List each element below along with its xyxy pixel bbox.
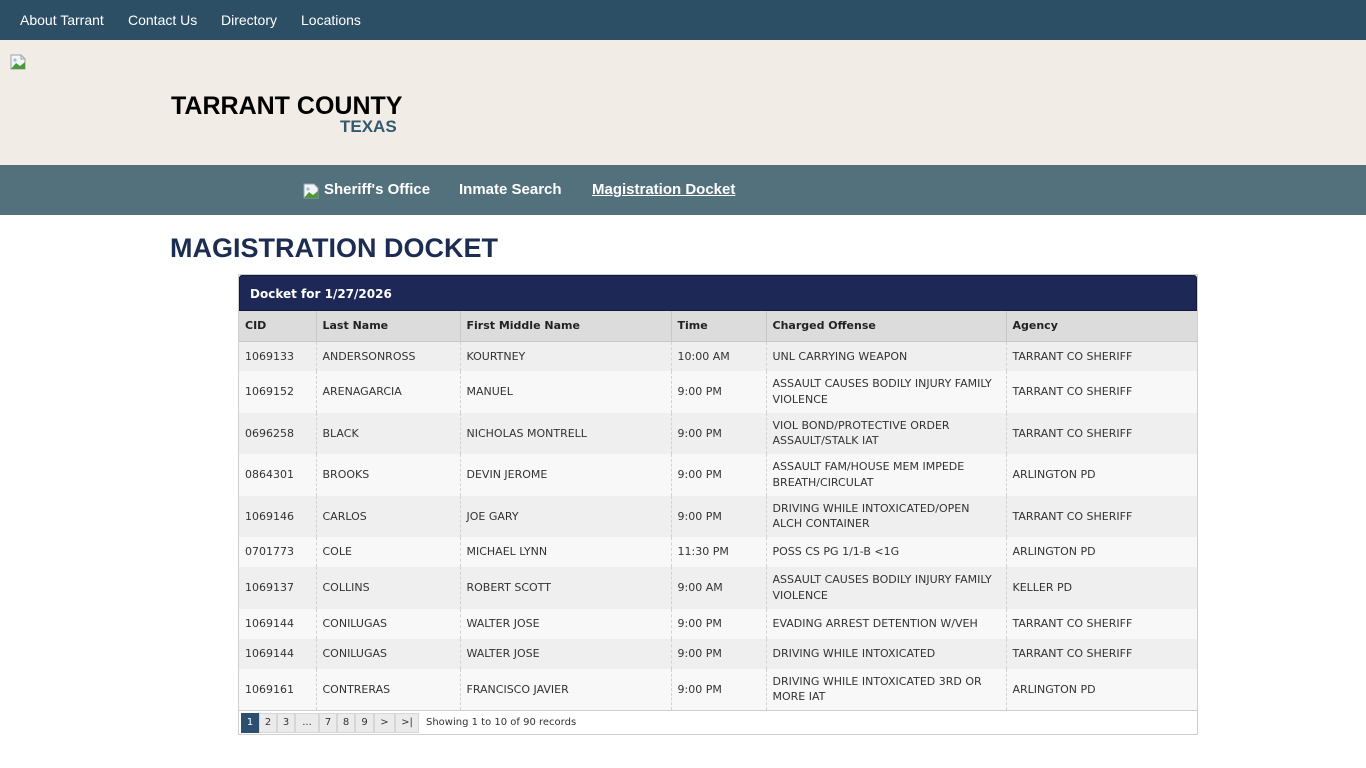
top-navigation — [0, 0, 1366, 40]
cell-cid: 1069146 — [239, 496, 316, 538]
cell-cid: 0696258 — [239, 413, 316, 455]
column-header-agency[interactable]: Agency — [1006, 311, 1197, 341]
cell-last-name: CARLOS — [316, 496, 460, 538]
cell-charged-offense: UNL CARRYING WEAPON — [766, 341, 1006, 371]
topnav-locations[interactable]: Locations — [301, 12, 361, 28]
cell-first-middle-name: ROBERT SCOTT — [460, 567, 671, 609]
table-row — [239, 454, 1197, 496]
cell-agency: TARRANT CO SHERIFF — [1006, 639, 1197, 669]
cell-first-middle-name: NICHOLAS MONTRELL — [460, 413, 671, 455]
page-button-8[interactable]: 8 — [337, 713, 355, 733]
cell-time: 9:00 PM — [671, 371, 766, 413]
broken-image-icon — [303, 183, 319, 199]
cell-first-middle-name: MANUEL — [460, 371, 671, 413]
page-button-7[interactable]: 7 — [319, 713, 337, 733]
topnav-about-tarrant[interactable]: About Tarrant — [20, 12, 104, 28]
cell-first-middle-name: WALTER JOSE — [460, 639, 671, 669]
cell-agency: TARRANT CO SHERIFF — [1006, 609, 1197, 639]
cell-agency: KELLER PD — [1006, 567, 1197, 609]
cell-last-name: CONILUGAS — [316, 609, 460, 639]
cell-charged-offense: ASSAULT CAUSES BODILY INJURY FAMILY VIOLENCE — [766, 567, 1006, 609]
topnav-directory[interactable]: Directory — [221, 12, 278, 28]
cell-time: 9:00 AM — [671, 567, 766, 609]
brand-subtitle: TEXAS — [340, 117, 397, 136]
topnav-contact-us[interactable]: Contact Us — [128, 12, 198, 28]
page-button-1[interactable]: 1 — [241, 713, 259, 733]
docket-table — [239, 311, 1197, 710]
cell-time: 9:00 PM — [671, 639, 766, 669]
table-row — [239, 496, 1197, 538]
column-header-cid[interactable]: CID — [239, 311, 316, 341]
cell-cid: 0701773 — [239, 537, 316, 567]
cell-charged-offense: EVADING ARREST DETENTION W/VEH — [766, 609, 1006, 639]
cell-charged-offense: ASSAULT CAUSES BODILY INJURY FAMILY VIOLENCE — [766, 371, 1006, 413]
cell-cid: 1069152 — [239, 371, 316, 413]
cell-time: 9:00 PM — [671, 413, 766, 455]
cell-charged-offense: DRIVING WHILE INTOXICATED — [766, 639, 1006, 669]
page-title: MAGISTRATION DOCKET — [170, 233, 498, 263]
cell-agency: ARLINGTON PD — [1006, 454, 1197, 496]
table-row — [239, 341, 1197, 371]
cell-last-name: BROOKS — [316, 454, 460, 496]
cell-last-name: BLACK — [316, 413, 460, 455]
cell-agency: TARRANT CO SHERIFF — [1006, 371, 1197, 413]
brand-title: TARRANT COUNTY — [171, 92, 403, 120]
cell-cid: 1069137 — [239, 567, 316, 609]
next-page-button[interactable]: > — [374, 713, 395, 733]
docket-date-header: Docket for 1/27/2026 — [239, 275, 1197, 311]
cell-cid: 0864301 — [239, 454, 316, 496]
cell-first-middle-name: KOURTNEY — [460, 341, 671, 371]
cell-agency: ARLINGTON PD — [1006, 669, 1197, 711]
column-header-first-middle-name[interactable]: First Middle Name — [460, 311, 671, 341]
cell-charged-offense: VIOL BOND/PROTECTIVE ORDER ASSAULT/STALK IAT — [766, 413, 1006, 455]
cell-last-name: CONILUGAS — [316, 639, 460, 669]
cell-last-name: ANDERSONROSS — [316, 341, 460, 371]
cell-first-middle-name: FRANCISCO JAVIER — [460, 669, 671, 711]
table-row — [239, 537, 1197, 567]
cell-last-name: ARENAGARCIA — [316, 371, 460, 413]
cell-agency: ARLINGTON PD — [1006, 537, 1197, 567]
cell-charged-offense: POSS CS PG 1/1-B <1G — [766, 537, 1006, 567]
table-header-row — [239, 311, 1197, 341]
cell-time: 9:00 PM — [671, 609, 766, 639]
page-button-3[interactable]: 3 — [277, 713, 295, 733]
cell-first-middle-name: MICHAEL LYNN — [460, 537, 671, 567]
table-row — [239, 371, 1197, 413]
cell-time: 9:00 PM — [671, 669, 766, 711]
column-header-time[interactable]: Time — [671, 311, 766, 341]
cell-last-name: CONTRERAS — [316, 669, 460, 711]
subnav-magistration-docket[interactable]: Magistration Docket — [592, 181, 736, 198]
cell-cid: 1069144 — [239, 609, 316, 639]
cell-first-middle-name: JOE GARY — [460, 496, 671, 538]
cell-last-name: COLLINS — [316, 567, 460, 609]
cell-agency: TARRANT CO SHERIFF — [1006, 413, 1197, 455]
last-page-button[interactable]: >| — [395, 713, 419, 733]
cell-last-name: COLE — [316, 537, 460, 567]
table-row — [239, 669, 1197, 711]
records-info: Showing 1 to 10 of 90 records — [426, 717, 577, 728]
page-button-9[interactable]: 9 — [355, 713, 374, 733]
cell-cid: 1069161 — [239, 669, 316, 711]
cell-cid: 1069133 — [239, 341, 316, 371]
subnav-inmate-search[interactable]: Inmate Search — [459, 181, 562, 198]
cell-time: 10:00 AM — [671, 341, 766, 371]
table-row — [239, 609, 1197, 639]
site-banner — [0, 40, 1366, 165]
cell-charged-offense: ASSAULT FAM/HOUSE MEM IMPEDE BREATH/CIRCULAT — [766, 454, 1006, 496]
column-header-charged-offense[interactable]: Charged Offense — [766, 311, 1006, 341]
cell-first-middle-name: DEVIN JEROME — [460, 454, 671, 496]
cell-cid: 1069144 — [239, 639, 316, 669]
cell-charged-offense: DRIVING WHILE INTOXICATED/OPEN ALCH CONTAINER — [766, 496, 1006, 538]
page-button-2[interactable]: 2 — [259, 713, 277, 733]
cell-time: 9:00 PM — [671, 496, 766, 538]
table-row — [239, 639, 1197, 669]
docket-panel — [238, 274, 1198, 735]
cell-charged-offense: DRIVING WHILE INTOXICATED 3RD OR MORE IAT — [766, 669, 1006, 711]
cell-time: 11:30 PM — [671, 537, 766, 567]
cell-first-middle-name: WALTER JOSE — [460, 609, 671, 639]
cell-agency: TARRANT CO SHERIFF — [1006, 496, 1197, 538]
cell-time: 9:00 PM — [671, 454, 766, 496]
page-ellipsis: ... — [295, 713, 319, 733]
broken-image-icon — [10, 54, 26, 70]
subnav-sheriffs-office[interactable]: Sheriff's Office — [324, 181, 431, 198]
column-header-last-name[interactable]: Last Name — [316, 311, 460, 341]
sub-navigation — [0, 165, 1366, 215]
pagination — [239, 710, 1197, 734]
cell-agency: TARRANT CO SHERIFF — [1006, 341, 1197, 371]
table-row — [239, 567, 1197, 609]
table-row — [239, 413, 1197, 455]
